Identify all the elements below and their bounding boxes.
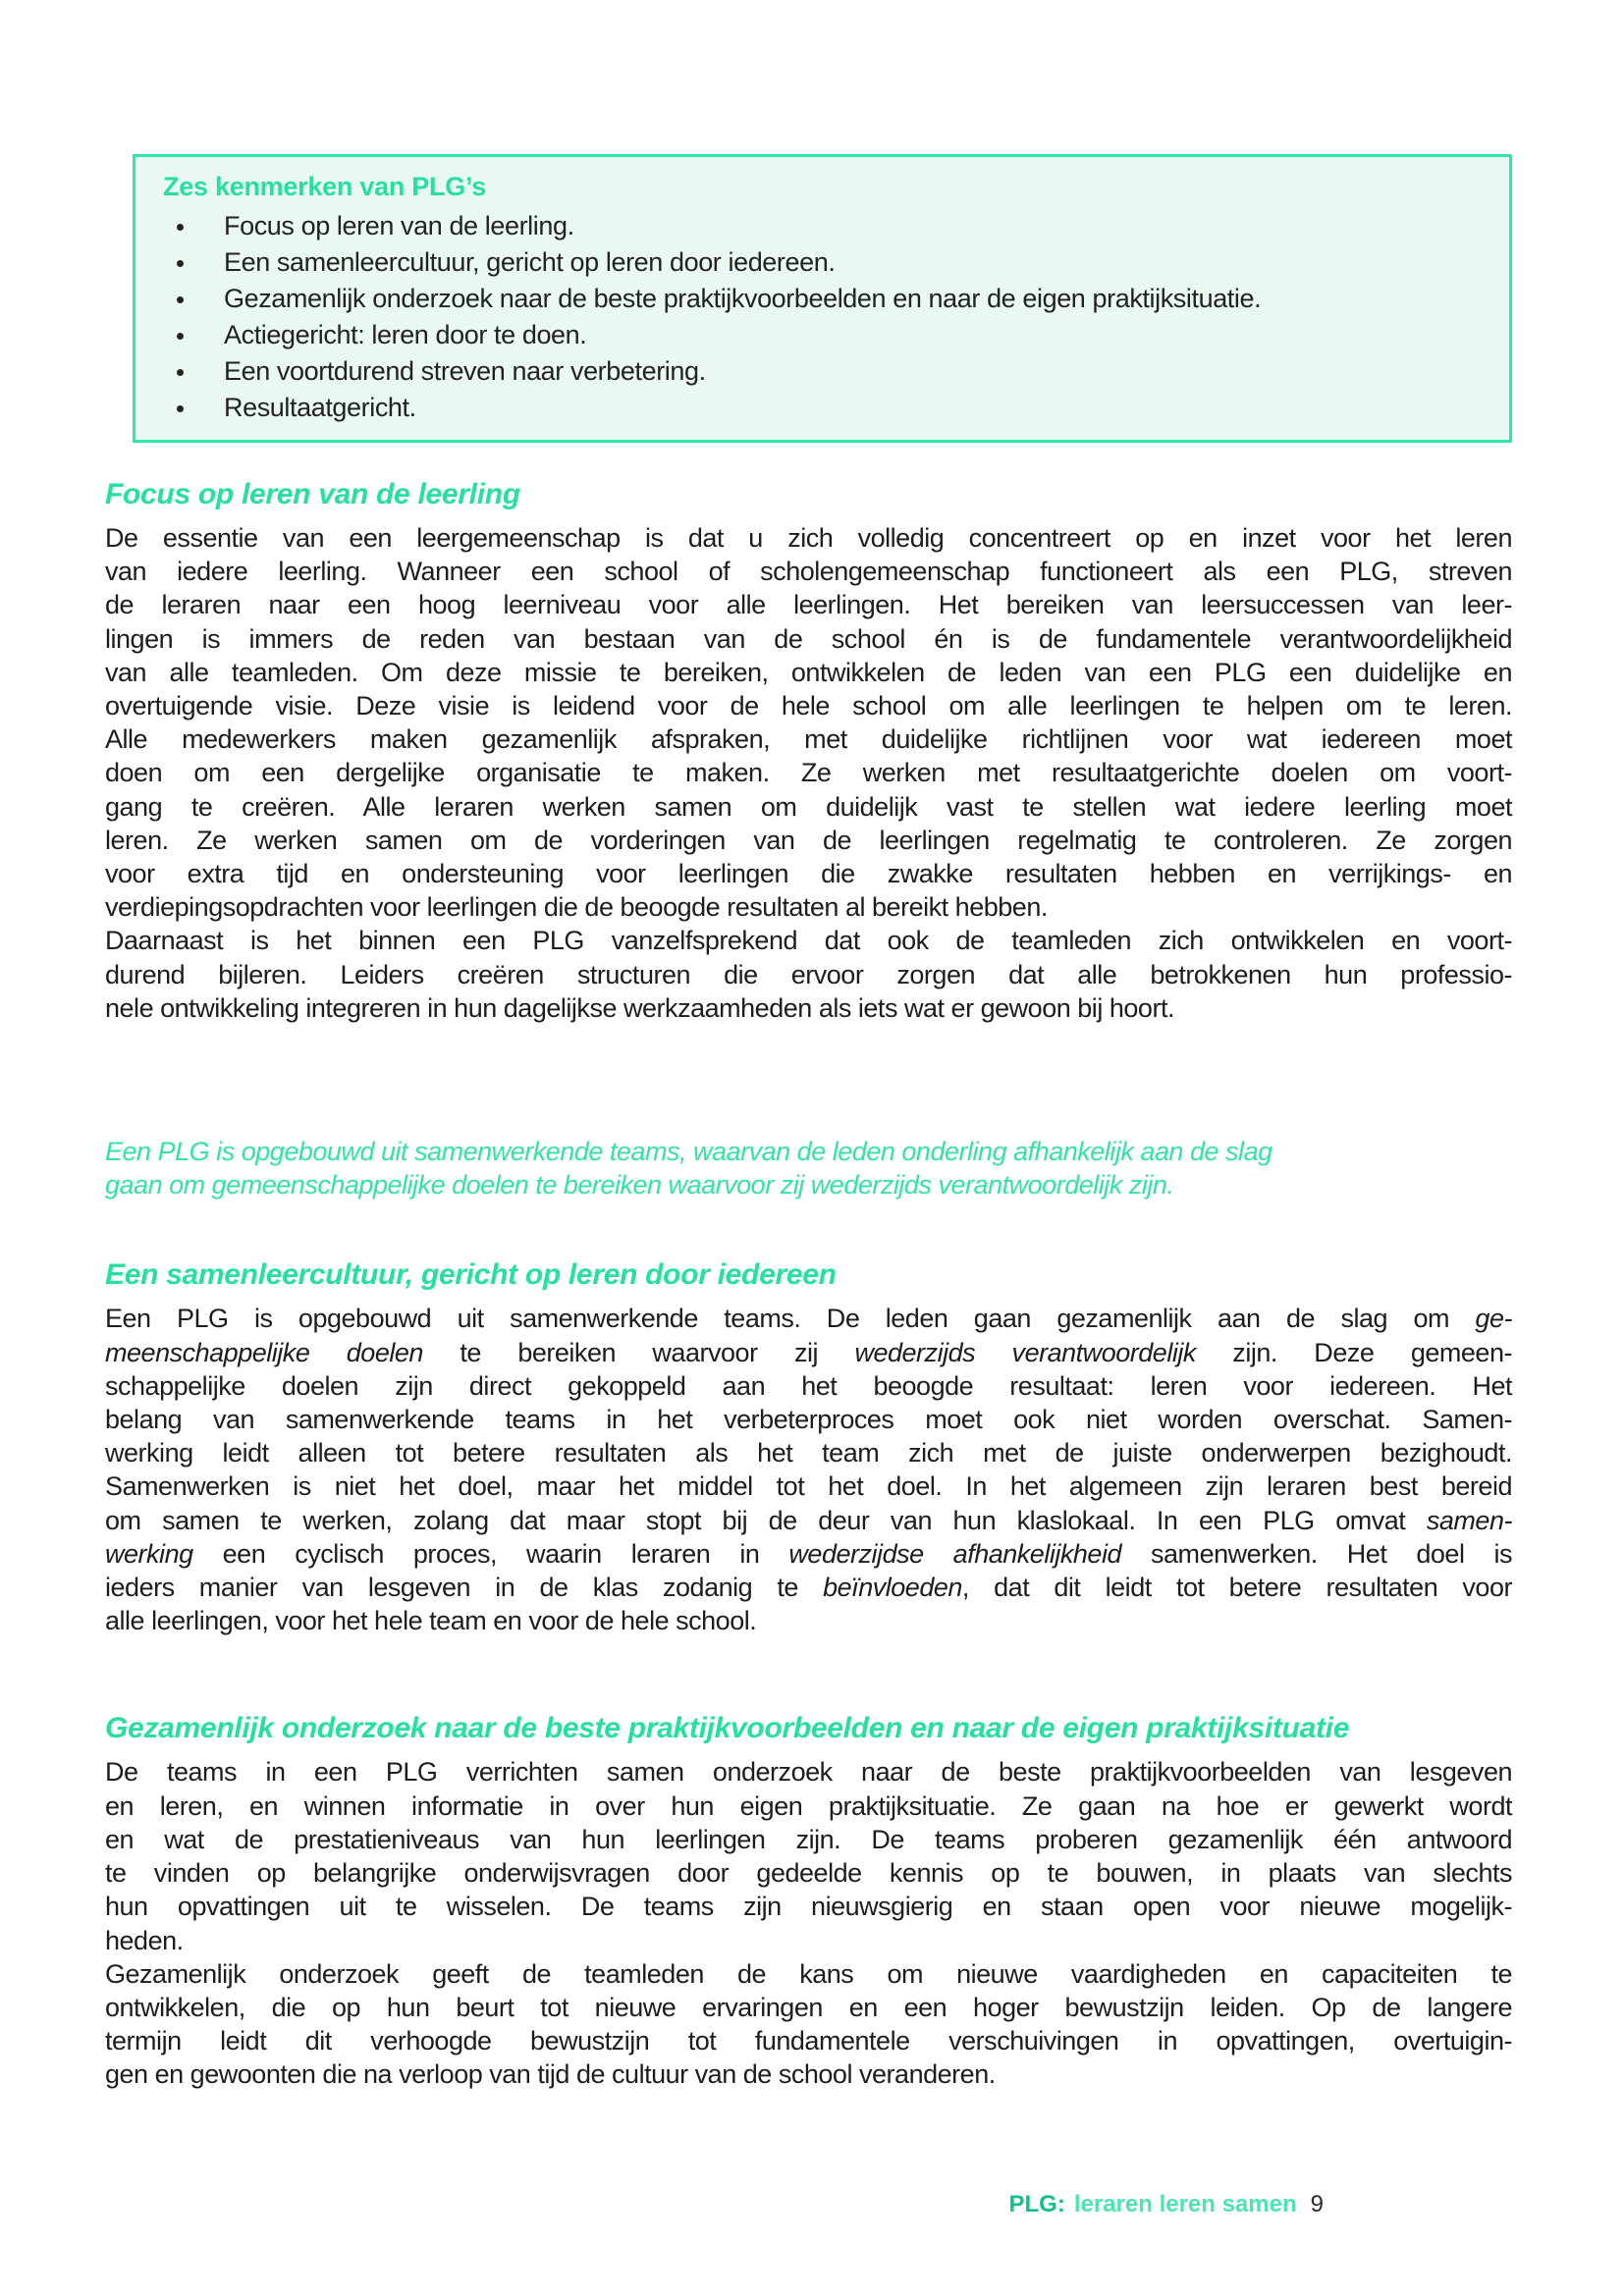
callout-quote bbox=[105, 1135, 1512, 1201]
emphasis-text: wederzijds verantwoordelijk bbox=[854, 1337, 1196, 1367]
feature-box-title: Zes kenmerken van PLG’s bbox=[163, 172, 486, 201]
emphasis-text: werking bbox=[105, 1538, 193, 1569]
text-line: doen om een dergelijke organisatie te maken. Ze werken met resultaatgerichte doelen om voort- bbox=[105, 758, 1512, 788]
text-line: ontwikkelen, die op hun beurt tot nieuwe ervaringen en een hoger bewustzijn leiden. Op de langere bbox=[105, 1992, 1512, 2022]
page-footer bbox=[1009, 2191, 1324, 2218]
feature-bullet-item bbox=[163, 317, 1480, 353]
page-content bbox=[105, 154, 1512, 2092]
text-line: de leraren naar een hoog leerniveau voor alle leerlingen. Het bereiken van leersuccessen van leer- bbox=[105, 590, 1512, 620]
text-line: Alle medewerkers maken gezamenlijk afspraken, met duidelijke richtlijnen voor wat iedereen moet bbox=[105, 724, 1512, 755]
bullet-icon bbox=[177, 224, 184, 231]
text-line: van alle teamleden. Om deze missie te bereiken, ontwikkelen de leden van een PLG een duidelijke en bbox=[105, 657, 1512, 687]
feature-bullet-text: Actiegericht: leren door te doen. bbox=[224, 320, 587, 349]
text-line: leren. Ze werken samen om de vorderingen van de leerlingen regelmatig te controleren. Ze zorgen bbox=[105, 825, 1512, 855]
content-blocks bbox=[105, 476, 1512, 2092]
paragraph bbox=[105, 1755, 1512, 1956]
content-section bbox=[105, 476, 1512, 1025]
feature-bullet-item bbox=[163, 244, 1480, 281]
text-line: De teams in een PLG verrichten samen onderzoek naar de beste praktijkvoorbeelden van lesgeven bbox=[105, 1757, 1512, 1788]
bullet-icon bbox=[177, 333, 184, 340]
text-line: te vinden op belangrijke onderwijsvragen door gedeelde kennis op te bouwen, in plaats van slechts bbox=[105, 1858, 1512, 1889]
feature-bullet-text: Een voortdurend streven naar verbetering. bbox=[224, 356, 706, 386]
page-number: 9 bbox=[1310, 2191, 1324, 2217]
bullet-icon bbox=[177, 369, 184, 376]
bullet-icon bbox=[177, 405, 184, 412]
text-line: en leren, en winnen informatie in over hun eigen praktijksituatie. Ze gaan na hoe er gewerkt wordt bbox=[105, 1790, 1512, 1821]
content-section bbox=[105, 1710, 1512, 2091]
text-line: overtuigende visie. Deze visie is leidend voor de hele school om alle leerlingen te helpen om te leren. bbox=[105, 691, 1512, 721]
bullet-icon bbox=[177, 260, 184, 267]
text-line: schappelijke doelen zijn direct gekoppeld aan het beoogde resultaat: leren voor iedereen. Het bbox=[105, 1370, 1512, 1401]
feature-box-list bbox=[163, 208, 1480, 426]
feature-bullet-item bbox=[163, 208, 1480, 244]
text-line: belang van samenwerkende teams in het verbeterproces moet ook niet worden overschat. Samen- bbox=[105, 1405, 1512, 1435]
text-line: verdiepingsopdrachten voor leerlingen die de beoogde resultaten al bereikt hebben. bbox=[105, 892, 1048, 923]
text-line: en wat de prestatieniveaus van hun leerlingen zijn. De teams proberen gezamenlijk één antwoord bbox=[105, 1824, 1512, 1854]
emphasis-text: beïnvloeden bbox=[823, 1573, 962, 1603]
feature-bullet-item bbox=[163, 281, 1480, 317]
key-features-box bbox=[133, 154, 1512, 443]
text-line: De essentie van een leergemeenschap is dat u zich volledig concentreert op en inzet voor het leren bbox=[105, 523, 1512, 553]
text-line: Gezamenlijk onderzoek geeft de teamleden de kans om nieuwe vaardigheden en capaciteiten te bbox=[105, 1958, 1512, 1989]
paragraph bbox=[105, 521, 1512, 924]
text-line: lingen is immers de reden van bestaan van de school én is de fundamentele verantwoordelijkheid bbox=[105, 623, 1512, 654]
bullet-icon bbox=[177, 296, 184, 303]
emphasis-text: ge- bbox=[1475, 1304, 1512, 1334]
text-line: van iedere leerling. Wanneer een school of scholengemeenschap functioneert als een PLG, streven bbox=[105, 557, 1512, 587]
text-line: Een PLG is opgebouwd uit samenwerkende teams. De leden gaan gezamenlijk aan de slag om ge- bbox=[105, 1304, 1512, 1334]
section-heading: Gezamenlijk onderzoek naar de beste praktijkvoorbeelden en naar de eigen praktijksituatie bbox=[105, 1712, 1350, 1745]
emphasis-text: meenschappelijke doelen bbox=[105, 1337, 423, 1367]
feature-bullet-item bbox=[163, 390, 1480, 426]
feature-bullet-text: Resultaatgericht. bbox=[224, 393, 416, 422]
text-line: gen en gewoonten die na verloop van tijd de cultuur van de school veranderen. bbox=[105, 2059, 996, 2090]
feature-bullet-text: Focus op leren van de leerling. bbox=[224, 211, 574, 240]
footer-book-title: leraren leren samen bbox=[1073, 2191, 1297, 2217]
text-line: hun opvattingen uit te wisselen. De teams zijn nieuwsgierig en staan open voor nieuwe mogelijk- bbox=[105, 1892, 1512, 1922]
feature-bullet-item bbox=[163, 353, 1480, 390]
text-line: gang te creëren. Alle leraren werken samen om duidelijk vast te stellen wat iedere leerling moet bbox=[105, 791, 1512, 822]
text-line: alle leerlingen, voor het hele team en voor de hele school. bbox=[105, 1606, 757, 1636]
text-line: werking leidt alleen tot betere resultaten als het team zich met de juiste onderwerpen bezighoudt. bbox=[105, 1438, 1512, 1468]
text-line: heden. bbox=[105, 1925, 184, 1955]
text-line: Samenwerken is niet het doel, maar het middel tot het doel. In het algemeen zijn leraren best bereid bbox=[105, 1471, 1512, 1502]
paragraph bbox=[105, 1135, 1512, 1201]
section-heading: Een samenleercultuur, gericht op leren door iedereen bbox=[105, 1258, 837, 1292]
paragraph bbox=[105, 924, 1512, 1025]
text-line: nele ontwikkeling integreren in hun dagelijkse werkzaamheden als iets wat er gewoon bij hoort. bbox=[105, 992, 1174, 1023]
footer-series-label: PLG: bbox=[1008, 2191, 1065, 2217]
emphasis-text: samen- bbox=[1426, 1505, 1512, 1535]
text-line: om samen te werken, zolang dat maar stopt bij de deur van hun klaslokaal. In een PLG omvat samen- bbox=[105, 1505, 1512, 1535]
text-line: voor extra tijd en ondersteuning voor leerlingen die zwakke resultaten hebben en verrijkings- en bbox=[105, 859, 1512, 889]
text-line: ieders manier van lesgeven in de klas zodanig te beïnvloeden, dat dit leidt tot betere resultaten voor bbox=[105, 1573, 1512, 1603]
content-section bbox=[105, 1256, 1512, 1637]
emphasis-text: wederzijdse afhankelijkheid bbox=[788, 1538, 1121, 1569]
section-heading: Focus op leren van de leerling bbox=[105, 478, 520, 510]
text-line: Een PLG is opgebouwd uit samenwerkende teams, waarvan de leden onderling afhankelijk aan de slag bbox=[105, 1137, 1272, 1167]
text-line: gaan om gemeenschappelijke doelen te bereiken waarvoor zij wederzijds verantwoordelijk zijn. bbox=[105, 1170, 1174, 1201]
paragraph bbox=[105, 1302, 1512, 1637]
text-line: meenschappelijke doelen te bereiken waarvoor zij wederzijds verantwoordelijk zijn. Deze gemeen- bbox=[105, 1337, 1512, 1367]
text-line: werking een cyclisch proces, waarin leraren in wederzijdse afhankelijkheid samenwerken. Het doel is bbox=[105, 1538, 1512, 1569]
text-line: Daarnaast is het binnen een PLG vanzelfsprekend dat ook de teamleden zich ontwikkelen en voort- bbox=[105, 926, 1512, 956]
text-line: durend bijleren. Leiders creëren structuren die ervoor zorgen dat alle betrokkenen hun professio- bbox=[105, 959, 1512, 989]
feature-bullet-text: Gezamenlijk onderzoek naar de beste praktijkvoorbeelden en naar de eigen praktijksituatie. bbox=[224, 284, 1262, 313]
paragraph bbox=[105, 1957, 1512, 2092]
text-line: termijn leidt dit verhoogde bewustzijn tot fundamentele verschuivingen in opvattingen, overtuigin- bbox=[105, 2026, 1512, 2056]
feature-bullet-text: Een samenleercultuur, gericht op leren door iedereen. bbox=[224, 247, 836, 277]
